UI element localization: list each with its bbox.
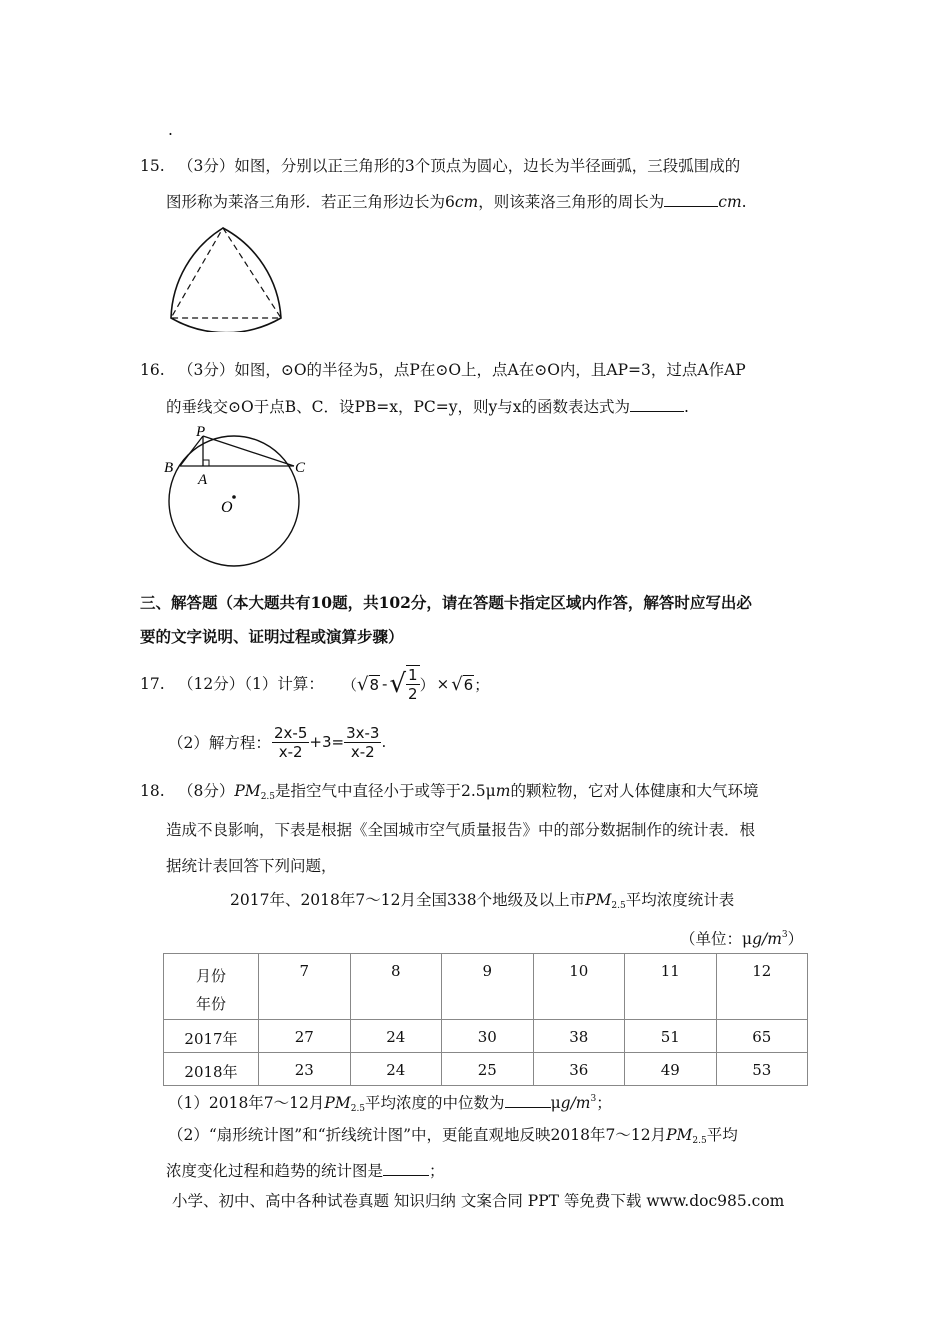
q18-line1: （8分）$PM_{2.5}$是指空气中直径小于或等于2.5μm的颗粒物，它对人体健康和大气环境: [178, 782, 759, 802]
q18-sub2-line2: 浓度变化过程和趋势的统计图是 ；: [166, 1162, 445, 1180]
q16-number: 16.: [140, 361, 165, 379]
table-row: [164, 1020, 808, 1053]
table-cell: 53: [716, 1053, 808, 1086]
stray-dot: .: [168, 121, 173, 139]
label-a: A: [198, 472, 208, 488]
q15-line2: 图形称为莱洛三角形．若正三角形边长为6cm，则该莱洛三角形的周长为 cm.: [166, 193, 747, 211]
section3-heading-line2: 要的文字说明、证明过程或演算步骤）: [140, 627, 404, 646]
table-row: [164, 1053, 808, 1086]
label-c: C: [295, 460, 306, 476]
table-title: 2017年、2018年7～12月全国338个地级及以上市$PM_{2.5}$平均浓度统计表: [230, 891, 735, 911]
table-header-month: 9: [442, 954, 534, 1020]
q18-chart-type-blank[interactable]: [383, 1161, 429, 1176]
q16-answer-blank[interactable]: [630, 397, 684, 412]
table-cell: 51: [625, 1020, 717, 1053]
q18-number: 18.: [140, 782, 165, 800]
table-header-month: 12: [716, 954, 808, 1020]
section3-heading-line1: 三、解答题（本大题共有10题，共102分，请在答题卡指定区域内作答，解答时应写出必: [140, 593, 752, 612]
pm25-table: [163, 953, 808, 1086]
label-o: O: [221, 499, 233, 516]
table-cell: 65: [716, 1020, 808, 1053]
table-year-cell: 2018年: [164, 1053, 259, 1086]
q15-line1: （3分）如图，分别以正三角形的3个顶点为圆心，边长为半径画弧，三段弧围成的: [178, 157, 741, 175]
q17-equation: $\frac{2x-5}{x-2}$ +3= $\frac{3x-3}{x-2}$ .: [274, 723, 387, 761]
table-cell: 25: [442, 1053, 534, 1086]
table-unit: （单位：$\mu g/m^3$）: [680, 930, 804, 948]
q15-number: 15.: [140, 157, 165, 175]
q18-line3: 据统计表回答下列问题，: [166, 857, 337, 875]
table-header-month: 8: [350, 954, 442, 1020]
q17-expression: （ √ 8 - √ $\frac{1}{2}$ ） × √ 6 ；: [342, 666, 490, 703]
q15-answer-blank[interactable]: [664, 192, 718, 207]
reuleaux-triangle-figure: [163, 220, 293, 332]
table-cell: 49: [625, 1053, 717, 1086]
q16-line2: 的垂线交⊙O于点B、C．设PB=x，PC=y，则y与x的函数表达式为 .: [166, 398, 689, 416]
label-b: B: [164, 460, 174, 476]
q18-sub1: （1）2018年7～12月$PM_{2.5}$平均浓度的中位数为 $\mu g/m^3$；: [168, 1094, 612, 1114]
q18-sub2-line1: （2）“扇形统计图”和“折线统计图”中，更能直观地反映2018年7～12月$PM_{2.5}$平均: [168, 1126, 738, 1146]
q17-number: 17.: [140, 675, 165, 693]
table-cell: 27: [259, 1020, 351, 1053]
q16-line1: （3分）如图，⊙O的半径为5，点P在⊙O上，点A在⊙O内，且AP=3，过点A作AP: [178, 361, 746, 379]
page-footer: 小学、初中、高中各种试卷真题 知识归纳 文案合同 PPT 等免费下载 www.doc985.com: [172, 1192, 785, 1210]
table-cell: 24: [350, 1053, 442, 1086]
circle-figure: [160, 422, 320, 572]
table-corner-cell: 月份 年份: [164, 954, 259, 1020]
q17-part2-label: （2）解方程：: [168, 734, 271, 752]
q17-part1-label: （12分）（1）计算：: [178, 675, 324, 693]
table-header-month: 10: [533, 954, 625, 1020]
table-header-month: 11: [625, 954, 717, 1020]
q18-line2: 造成不良影响，下表是根据《全国城市空气质量报告》中的部分数据制作的统计表．根: [166, 821, 756, 839]
table-year-cell: 2017年: [164, 1020, 259, 1053]
table-header-row: [164, 954, 808, 1020]
table-cell: 38: [533, 1020, 625, 1053]
table-cell: 24: [350, 1020, 442, 1053]
q18-median-blank[interactable]: [505, 1093, 551, 1108]
label-p: P: [196, 424, 206, 440]
table-cell: 23: [259, 1053, 351, 1086]
table-cell: 36: [533, 1053, 625, 1086]
table-header-month: 7: [259, 954, 351, 1020]
table-cell: 30: [442, 1020, 534, 1053]
